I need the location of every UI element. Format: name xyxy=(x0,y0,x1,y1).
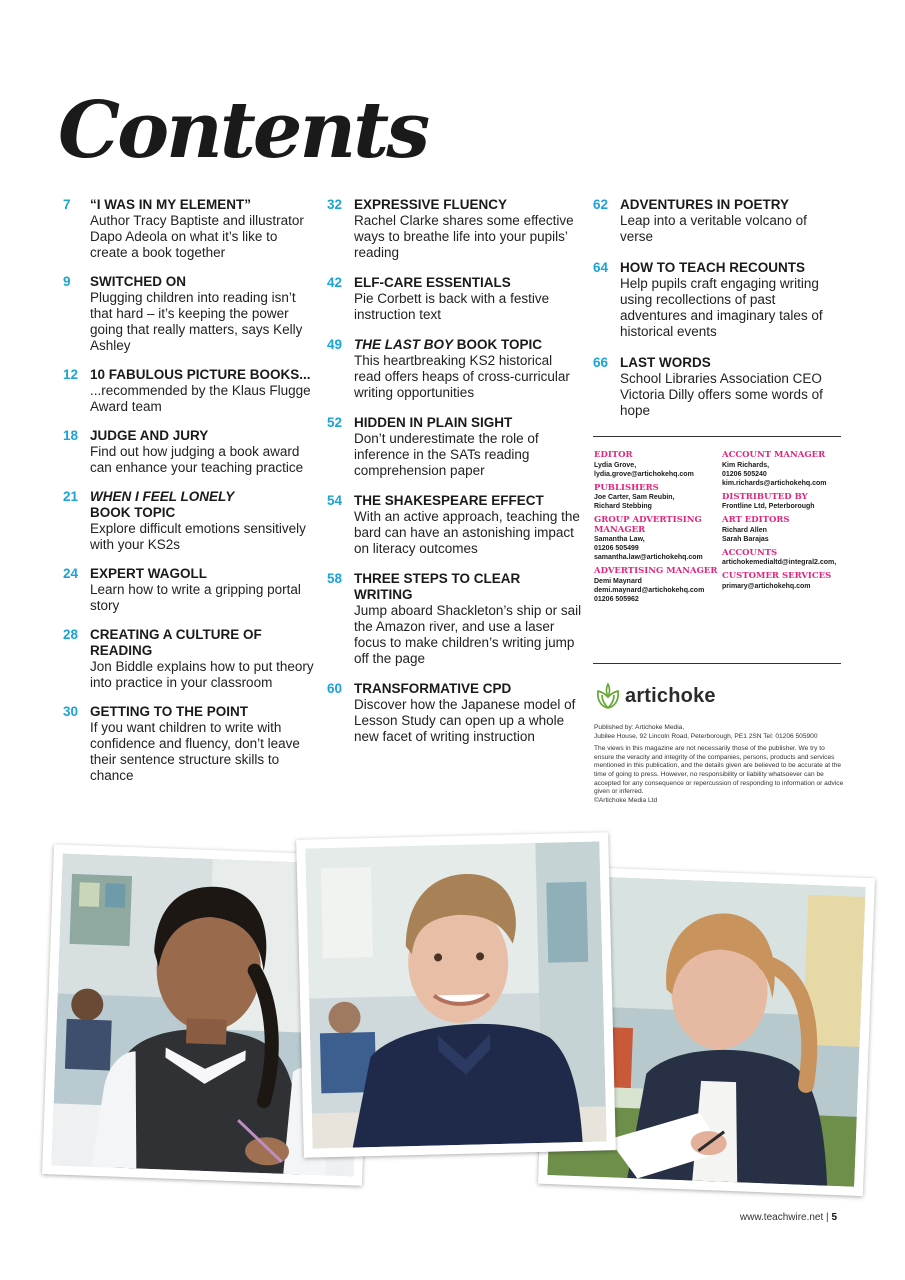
entry-description: Find out how judging a book award can enhance your teaching practice xyxy=(90,444,304,475)
entry-description: Explore difficult emotions sensitively with your KS2s xyxy=(90,521,306,552)
entry-body xyxy=(354,275,582,323)
entry-body xyxy=(354,337,582,401)
entry-title-italic: WHEN I FEEL LONELY xyxy=(90,489,235,504)
contents-entry[interactable] xyxy=(63,704,315,784)
contents-entry[interactable] xyxy=(327,197,582,261)
entry-body xyxy=(90,704,315,784)
entry-body xyxy=(90,566,315,614)
credit-line[interactable]: lydia.grove@artichokehq.com xyxy=(594,470,694,478)
entry-title: GETTING TO THE POINT xyxy=(90,704,249,719)
contents-entry[interactable] xyxy=(63,367,315,415)
page-title: Contents xyxy=(58,85,428,176)
disclaimer xyxy=(594,745,844,805)
credit-heading: CUSTOMER SERVICES xyxy=(722,571,832,581)
divider-top xyxy=(593,436,841,437)
credit-line: Kim Richards, xyxy=(722,461,770,469)
page-number-label: 12 xyxy=(63,367,79,382)
page-number-label: 30 xyxy=(63,704,79,719)
divider-bottom xyxy=(593,663,841,664)
page-number-label: 42 xyxy=(327,275,343,290)
entry-description: Rachel Clarke shares some effective ways to breathe life into your pupils’ reading xyxy=(354,213,574,260)
credit-details xyxy=(594,577,720,604)
credit-line: Joe Carter, Sam Reubin, xyxy=(594,494,675,501)
publisher-line1: Published by: Artichoke Media, xyxy=(594,724,685,731)
entry-body xyxy=(354,571,582,667)
entry-body xyxy=(90,274,315,354)
credit-heading: ACCOUNT MANAGER xyxy=(722,450,826,460)
credits-left xyxy=(594,451,720,609)
contents-column-2 xyxy=(327,197,582,759)
credit-line[interactable]: primary@artichokehq.com xyxy=(722,582,811,590)
classroom-photo-2 xyxy=(305,841,606,1148)
page-number-label: 24 xyxy=(63,566,79,581)
entry-title: EXPRESSIVE FLUENCY xyxy=(354,197,508,212)
credit-line[interactable]: samantha.law@artichokehq.com xyxy=(594,554,703,561)
credit-line[interactable]: artichokemedialtd@integral2.com, xyxy=(722,559,837,566)
publisher-info xyxy=(594,724,844,809)
entry-description: Help pupils craft engaging writing using recollections of past adventures and imaginary tales of historical events xyxy=(620,276,823,339)
credit-line: 01206 505240 xyxy=(722,470,767,478)
contents-entry[interactable] xyxy=(63,428,315,476)
credit-details xyxy=(722,582,844,591)
credit-details xyxy=(594,461,720,479)
contents-column-3 xyxy=(593,197,843,434)
credit-line: Richard Stebbing xyxy=(594,503,652,510)
page-footer xyxy=(740,1212,837,1223)
entry-description: Don’t underestimate the role of inference in the SATs reading comprehension paper xyxy=(354,431,539,478)
footer-url[interactable]: www.teachwire.net xyxy=(739,1212,824,1223)
entry-description: Jump aboard Shackleton’s ship or sail the Amazon river, and use a laser focus to make children’s writing jump off the page xyxy=(354,603,582,666)
page-number-label: 64 xyxy=(593,260,609,275)
entry-description: Pie Corbett is back with a festive instruction text xyxy=(354,291,550,322)
credit-heading: EDITOR xyxy=(594,450,633,460)
entry-description: Plugging children into reading isn’t that hard – it’s keeping the power going that really matters, says Kelly Ashley xyxy=(90,290,303,353)
contents-entry[interactable] xyxy=(63,627,315,691)
entry-description: ...recommended by the Klaus Flugge Award team xyxy=(90,383,311,414)
credits-right xyxy=(722,451,844,596)
credit-line[interactable]: kim.richards@artichokehq.com xyxy=(722,479,827,487)
entry-description: School Libraries Association CEO Victoria Dilly offers some words of hope xyxy=(620,371,823,418)
entry-title: HOW TO TEACH RECOUNTS xyxy=(620,260,805,275)
contents-entry[interactable] xyxy=(327,275,582,323)
entry-description: With an active approach, teaching the bard can have an astonishing impact on literacy outcomes xyxy=(354,509,580,556)
credit-details xyxy=(722,502,844,511)
credit-heading: ACCOUNTS xyxy=(722,547,778,558)
contents-entry[interactable] xyxy=(327,571,582,667)
credit-details xyxy=(594,493,720,511)
page-number-label: 52 xyxy=(327,415,343,430)
credit-heading: PUBLISHERS xyxy=(594,482,659,493)
contents-entry[interactable] xyxy=(327,337,582,401)
credit-details xyxy=(722,461,844,488)
page-number-label: 49 xyxy=(327,337,343,352)
entry-description: Jon Biddle explains how to put theory into practice in your classroom xyxy=(90,659,314,690)
page-number-label: 7 xyxy=(63,197,71,212)
page-number-label: 28 xyxy=(63,627,79,642)
credit-details xyxy=(722,558,844,567)
entry-description: Leap into a veritable volcano of verse xyxy=(620,213,807,244)
contents-entry[interactable] xyxy=(63,274,315,354)
entry-title: TRANSFORMATIVE CPD xyxy=(354,681,512,696)
entry-body xyxy=(90,489,315,553)
contents-entry[interactable] xyxy=(593,260,843,340)
page-number: 5 xyxy=(831,1212,837,1223)
entry-body xyxy=(620,355,843,419)
page-number-label: 9 xyxy=(63,274,71,289)
credit-line: Sarah Barajas xyxy=(722,535,769,543)
credit-heading: ART EDITORS xyxy=(722,515,790,525)
credit-heading: ADVERTISING MANAGER xyxy=(594,566,718,576)
entry-title-rest: BOOK TOPIC xyxy=(90,505,176,520)
entry-title: ADVENTURES IN POETRY xyxy=(620,197,790,212)
credit-details xyxy=(722,526,844,544)
entry-title: HIDDEN IN PLAIN SIGHT xyxy=(354,415,513,430)
copyright: ©Artichoke Media Ltd xyxy=(594,796,658,804)
entry-title: EXPERT WAGOLL xyxy=(90,566,208,581)
entry-title: THREE STEPS TO CLEAR WRITING xyxy=(354,571,521,602)
footer-separator: | xyxy=(823,1212,832,1223)
contents-column-1 xyxy=(63,197,315,797)
page-number-label: 66 xyxy=(593,355,609,370)
entry-body xyxy=(90,197,315,261)
entry-description: This heartbreaking KS2 historical read offers heaps of cross-curricular writing opportunities xyxy=(354,353,570,400)
page-number-label: 58 xyxy=(327,571,343,586)
credit-heading: DISTRIBUTED BY xyxy=(722,491,808,502)
entry-description: If you want children to write with confidence and fluency, don’t leave their sentence structure skills to chance xyxy=(90,720,300,783)
entry-title: JUDGE AND JURY xyxy=(90,428,209,443)
entry-title: THE SHAKESPEARE EFFECT xyxy=(354,493,544,508)
entry-body xyxy=(90,367,315,415)
credit-line: Richard Allen xyxy=(722,526,767,534)
contents-entry[interactable] xyxy=(593,355,843,419)
credit-line[interactable]: demi.maynard@artichokehq.com xyxy=(594,586,705,594)
entry-title: CREATING A CULTURE OF READING xyxy=(90,627,262,658)
entry-body xyxy=(354,197,582,261)
credit-line: 01206 505962 xyxy=(594,595,639,603)
entry-title-rest: BOOK TOPIC xyxy=(453,337,543,352)
credit-line: Demi Maynard xyxy=(594,577,642,585)
contents-entry[interactable] xyxy=(327,493,582,557)
entry-body xyxy=(90,627,315,691)
brand-name: artichoke xyxy=(625,685,716,707)
publisher-line2: Jubilee House, 92 Lincoln Road, Peterborough, PE1 2SN Tel: 01206 505900 xyxy=(594,732,818,740)
entry-title: ELF-CARE ESSENTIALS xyxy=(354,275,511,290)
contents-entry[interactable] xyxy=(63,489,315,553)
entry-title: LAST WORDS xyxy=(620,355,711,370)
disclaimer-text: The views in this magazine are not necessarily those of the publisher. We try to ensure the veracity and integrity of the companies, persons, products and services mentioned in this publication, and the details given are believed to be accurate at the time of going to press. However, no responsibility or liability whatsoever can be accepted for any consequence or repercussion of responding to information or advice given or inferred. xyxy=(594,745,844,796)
entry-body xyxy=(354,681,582,745)
page-number-label: 18 xyxy=(63,428,79,443)
entry-body xyxy=(90,428,315,476)
entry-title: 10 FABULOUS PICTURE BOOKS... xyxy=(90,367,311,382)
publisher-address xyxy=(594,724,844,741)
credit-line: Samantha Law, xyxy=(594,536,645,543)
page-number-label: 62 xyxy=(593,197,609,212)
entry-title: “I WAS IN MY ELEMENT” xyxy=(90,197,252,212)
page-number-label: 32 xyxy=(327,197,343,212)
contents-entry[interactable] xyxy=(327,681,582,745)
contents-entry[interactable] xyxy=(593,197,843,245)
entry-title: SWITCHED ON xyxy=(90,274,186,289)
artichoke-logo xyxy=(596,683,716,710)
credit-line: Lydia Grove, xyxy=(594,461,637,469)
entry-title xyxy=(354,337,582,353)
contents-entry[interactable] xyxy=(327,415,582,479)
entry-body xyxy=(354,415,582,479)
contents-entry[interactable] xyxy=(63,197,315,261)
artichoke-icon xyxy=(596,683,620,710)
entry-body xyxy=(354,493,582,557)
page-number-label: 21 xyxy=(63,489,79,504)
entry-body xyxy=(620,197,843,245)
credit-heading: GROUP ADVERTISING MANAGER xyxy=(594,515,702,535)
entry-description: Author Tracy Baptiste and illustrator Dapo Adeola on what it’s like to create a book together xyxy=(90,213,304,260)
entry-description: Discover how the Japanese model of Lesson Study can open up a whole new facet of writing instruction xyxy=(354,697,576,744)
page-number-label: 54 xyxy=(327,493,343,508)
entry-body xyxy=(620,260,843,340)
page-number-label: 60 xyxy=(327,681,343,696)
entry-description: Learn how to write a gripping portal story xyxy=(90,582,301,613)
entry-title xyxy=(90,489,315,521)
photo-boy-smiling xyxy=(296,832,616,1158)
credit-details xyxy=(594,535,720,562)
contents-entry[interactable] xyxy=(63,566,315,614)
credit-line: 01206 505499 xyxy=(594,545,639,552)
credit-line: Frontline Ltd, Peterborough xyxy=(722,503,815,510)
entry-title-italic: THE LAST BOY xyxy=(354,337,454,352)
